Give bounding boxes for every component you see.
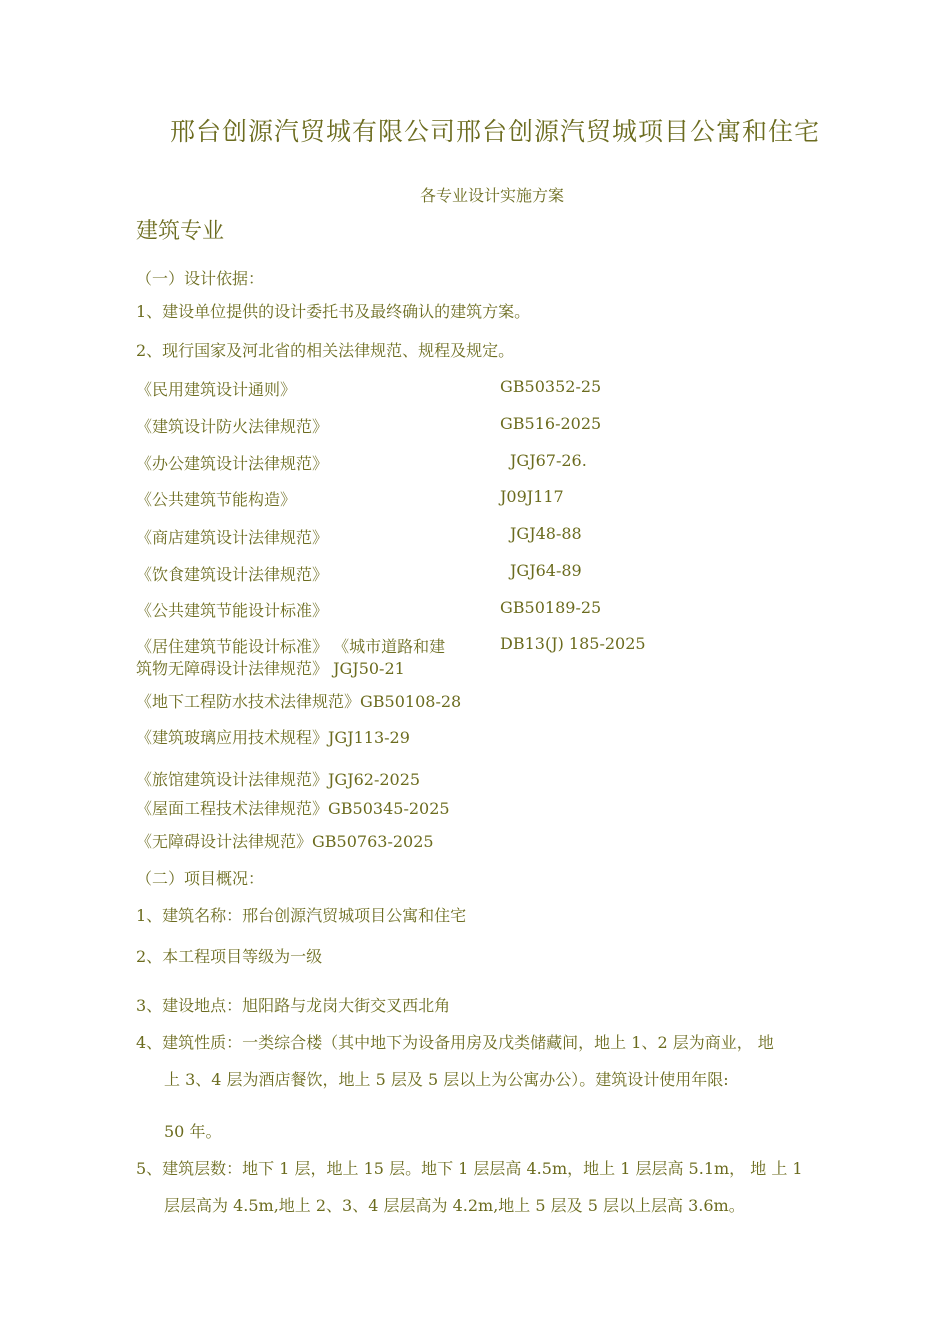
overview-item-2: 2、本工程项目等级为一级 — [136, 947, 323, 966]
standard-code: JGJ67-26. — [510, 451, 587, 470]
standard-code: JGJ48-88 — [510, 524, 582, 543]
standard-code: GB50352-25 — [500, 377, 602, 396]
document-subtitle: 各专业设计实施方案 — [419, 186, 564, 205]
standard-line: 《建筑玻璃应用技术规程》JGJ113-29 — [136, 728, 410, 747]
standard-name: 《建筑设计防火法律规范》 — [136, 417, 329, 436]
standard-line: 《屋面工程技术法律规范》GB50345-2025 — [136, 799, 450, 818]
standard-line: 《地下工程防水技术法律规范》GB50108-28 — [136, 692, 462, 711]
standard-code: J09J117 — [500, 487, 564, 506]
standard-name: 《居住建筑节能设计标准》 《城市道路和建 — [136, 637, 446, 656]
standard-line: 《无障碍设计法律规范》GB50763-2025 — [136, 832, 434, 851]
overview-item-3: 3、建设地点：旭阳路与龙岗大街交叉西北角 — [136, 996, 451, 1015]
standard-name: 《公共建筑节能构造》 — [136, 490, 297, 509]
standard-name: 《民用建筑设计通则》 — [136, 380, 297, 399]
section-heading: 建筑专业 — [136, 219, 225, 244]
standard-code: GB50189-25 — [500, 598, 602, 617]
standard-code: GB516-2025 — [500, 414, 602, 433]
overview-item-4-cont: 50 年。 — [164, 1122, 222, 1141]
overview-item-4-cont: 上 3、4 层为酒店餐饮，地上 5 层及 5 层以上为公寓办公）。建筑设计使用年限: — [164, 1070, 729, 1089]
overview-item-5-cont: 层层高为 4.5m,地上 2、3、4 层层高为 4.2m,地上 5 层及 5 层以上层高 3.6m。 — [164, 1196, 745, 1215]
standard-code: JGJ64-89 — [510, 561, 582, 580]
standard-name: 《饮食建筑设计法律规范》 — [136, 565, 329, 584]
standard-line: 《旅馆建筑设计法律规范》JGJ62-2025 — [136, 770, 421, 789]
standard-line: 筑物无障碍设计法律规范》 JGJ50-21 — [136, 659, 405, 678]
basis-item-1: 1、建设单位提供的设计委托书及最终确认的建筑方案。 — [136, 302, 531, 321]
document-title: 邢台创源汽贸城有限公司邢台创源汽贸城项目公寓和住宅 — [169, 117, 820, 146]
overview-item-1: 1、建筑名称：邢台创源汽贸城项目公寓和住宅 — [136, 906, 467, 925]
standard-name: 《公共建筑节能设计标准》 — [136, 601, 329, 620]
overview-heading: （二）项目概况： — [136, 869, 265, 888]
overview-item-5: 5、建筑层数：地下 1 层，地上 15 层。地下 1 层层高 4.5m，地上 1 层层高 5.1m， 地 上 1 — [136, 1159, 803, 1178]
standard-name: 《商店建筑设计法律规范》 — [136, 528, 329, 547]
basis-item-2: 2、现行国家及河北省的相关法律规范、规程及规定。 — [136, 341, 515, 360]
overview-item-4: 4、建筑性质：一类综合楼（其中地下为设备用房及戊类储藏间，地上 1、2 层为商业， 地 — [136, 1033, 774, 1052]
standard-name: 《办公建筑设计法律规范》 — [136, 454, 329, 473]
basis-heading: （一）设计依据： — [136, 269, 265, 288]
standard-code: DB13(J) 185-2025 — [500, 634, 646, 653]
